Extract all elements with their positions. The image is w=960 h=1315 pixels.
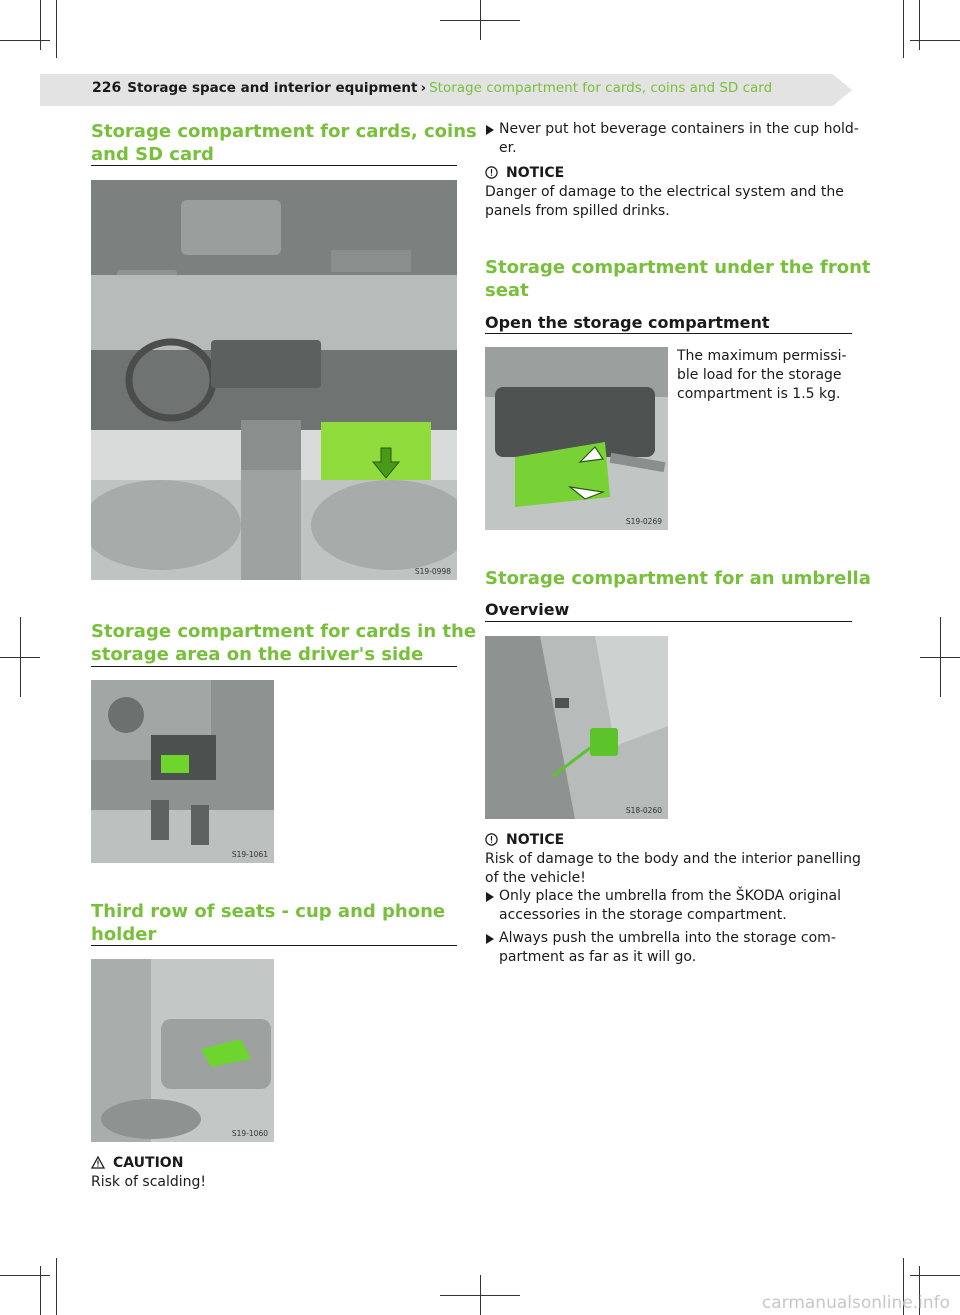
caution-title [91,1154,183,1175]
caution-label: CAUTION [113,1155,184,1171]
notice-text-umbrella [485,850,861,888]
running-header [92,80,772,96]
notice-line: Risk of damage to the body and the interior panelling [485,851,861,867]
section-title-line: seat [485,280,529,301]
figure-label: S19-0998 [414,567,451,576]
chapter-link[interactable]: Storage space and interior equipment [127,80,418,96]
figure-label: S18-0260 [625,806,662,815]
figure-umbrella-compartment [485,636,668,819]
bullet-line: er. [499,140,517,156]
subtitle-open-compartment: Open the storage compartment [485,313,770,332]
bullet-umbrella-push [485,929,836,967]
figure-cockpit-illustration [91,180,457,580]
notice-line: of the vehicle! [485,870,586,886]
section-title-umbrella: Storage compartment for an umbrella [485,568,871,589]
subsection-title-line: storage area on the driver's side [91,644,424,665]
notice-label: NOTICE [506,165,565,181]
section-title-line: Storage compartment for cards, coins [91,121,477,142]
bullet-line: Never put hot beverage containers in the cup hold- [499,121,859,137]
subsection-title-line: Storage compartment for cards in the [91,621,477,642]
figure-front-seat-compartment [485,347,668,530]
notice-line: panels from spilled drinks. [485,203,670,219]
bullet-arrow-icon [486,934,494,944]
subsection-rule [91,666,457,667]
subtitle-rule [485,621,852,622]
page-number: 226 [92,80,122,96]
watermark: carmanualsonline.info [761,1293,950,1313]
caution-text: Risk of scalding! [91,1174,207,1190]
bullet-arrow-icon [486,892,494,902]
bullet-line: Only place the umbrella from the ŠKODA original [499,888,841,904]
load-text-line: ble load for the storage [677,367,842,383]
subsection-rule [91,945,457,946]
bullet-line: partment as far as it will go. [499,949,697,965]
notice-text-electrical [485,183,844,221]
title-rule [91,165,457,166]
section-title [91,120,477,166]
bullet-umbrella-original [485,887,841,925]
subtitle-overview: Overview [485,600,570,619]
load-text-line: The maximum permissi- [677,348,847,364]
front-seat-load-text [677,347,847,404]
section-title-front-seat [485,256,871,302]
load-text-line: compartment is 1.5 kg. [677,386,841,402]
bullet-line: Always push the umbrella into the storage com- [499,930,836,946]
subsection-title-line: holder [91,924,157,945]
bullet-arrow-icon [486,125,494,135]
notice-label: NOTICE [506,832,565,848]
figure-label: S19-0269 [625,517,662,526]
figure-drivers-side-compartment [91,680,274,863]
notice-title-electrical [485,164,564,185]
section-title-line: and SD card [91,144,214,165]
figure-label: S19-1060 [231,1129,268,1138]
notice-title-umbrella [485,831,564,852]
figure-cup-phone-holder [91,959,274,1142]
subsection-title-third-row [91,900,445,946]
subsection-title-line: Third row of seats - cup and phone [91,901,446,922]
breadcrumb-separator: › [420,80,427,96]
subsection-title-drivers-side [91,620,476,666]
figure-label: S19-1061 [231,850,268,859]
subtitle-rule [485,333,852,334]
bullet-line: accessories in the storage compartment. [499,907,787,923]
bullet-cup-holder [485,120,859,158]
section-title-line: Storage compartment under the front [485,257,871,278]
notice-line: Danger of damage to the electrical system and the [485,184,844,200]
section-link[interactable]: Storage compartment for cards, coins and SD card [429,80,773,96]
